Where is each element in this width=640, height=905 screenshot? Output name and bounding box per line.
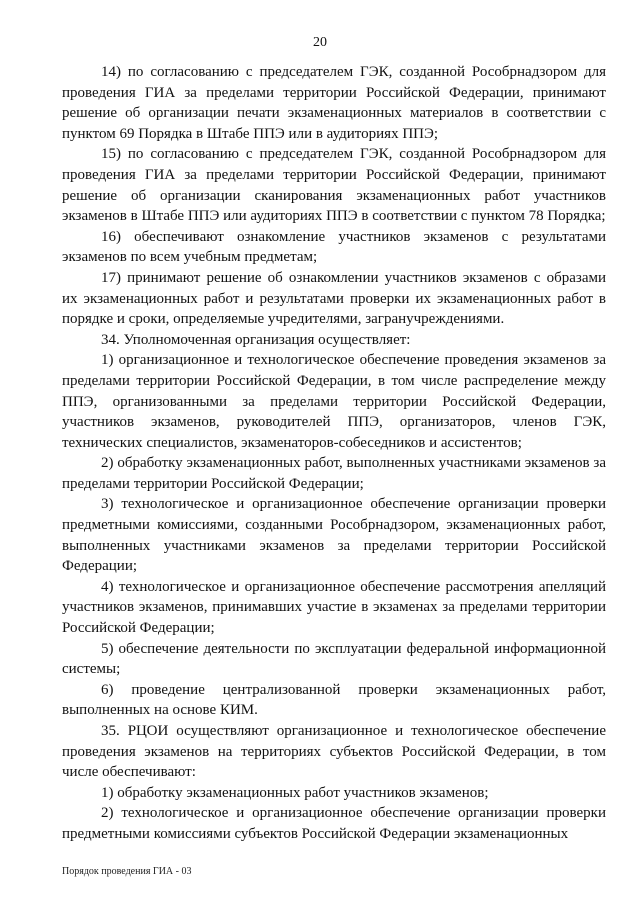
paragraph: 4) технологическое и организационное обеспечение рассмотрения апелляций участников экзаменов, принимавших участие в экзаменах за пределами территории Российской Федерации;: [62, 578, 606, 637]
section-heading: 34. Уполномоченная организация осуществляет:: [101, 331, 411, 348]
paragraph: 1) организационное и технологическое обеспечение проведения экзаменов за пределами территории Российской Федерации, в том числе распределение между ППЭ, организованными за пределами территории Российской Федерации, участников экзаменов, руководителей ППЭ, организаторов, членов ГЭК, технических специалистов, экзаменаторов-собеседников и ассистентов;: [62, 352, 606, 451]
document-body: [62, 62, 606, 845]
paragraph: 3) технологическое и организационное обеспечение организации проверки предметными комиссиями, созданными Рособрнадзором, экзаменационных работ, выполненных участниками экзаменов за пределами территории Российской Федерации;: [62, 496, 606, 575]
paragraph: 2) технологическое и организационное обеспечение организации проверки предметными комиссиями субъектов Российской Федерации экзаменационных: [62, 805, 606, 842]
paragraph: 6) проведение централизованной проверки экзаменационных работ, выполненных на основе КИМ.: [62, 681, 606, 719]
paragraph: 5) обеспечение деятельности по эксплуатации федеральной информационной системы;: [62, 640, 606, 678]
paragraph: 2) обработку экзаменационных работ, выполненных участниками экзаменов за пределами территории Российской Федерации;: [62, 455, 606, 492]
paragraph: 17) принимают решение об ознакомлении участников экзаменов с образами их экзаменационных работ и результатами проверки их экзаменационных работ в порядке и сроки, определяемые учредителями, загранучреждениями.: [62, 269, 606, 328]
paragraph: 15) по согласованию с председателем ГЭК, созданной Рособрнадзором для проведения ГИА за пределами территории Российской Федерации, принимают решение об организации сканирования экзаменационных работ участников экзаменов в Штабе ППЭ или аудиториях ППЭ в соответствии с пунктом 78 Порядка;: [62, 146, 606, 225]
paragraph: 1) обработку экзаменационных работ участников экзаменов;: [101, 784, 489, 801]
paragraph: 14) по согласованию с председателем ГЭК, созданной Рособрнадзором для проведения ГИА за пределами территории Российской Федерации, принимают решение об организации печати экзаменационных материалов в соответствии с пунктом 69 Порядка в Штабе ППЭ или в аудиториях ППЭ;: [62, 64, 606, 142]
paragraph: 35. РЦОИ осуществляют организационное и технологическое обеспечение проведения экзаменов на территориях субъектов Российской Федерации, в том числе обеспечивают:: [62, 723, 606, 781]
footer-note: Порядок проведения ГИА - 03: [62, 866, 192, 877]
page-number: 20: [313, 35, 327, 50]
paragraph: 16) обеспечивают ознакомление участников экзаменов с результатами экзаменов по всем учебным предметам;: [62, 228, 606, 266]
